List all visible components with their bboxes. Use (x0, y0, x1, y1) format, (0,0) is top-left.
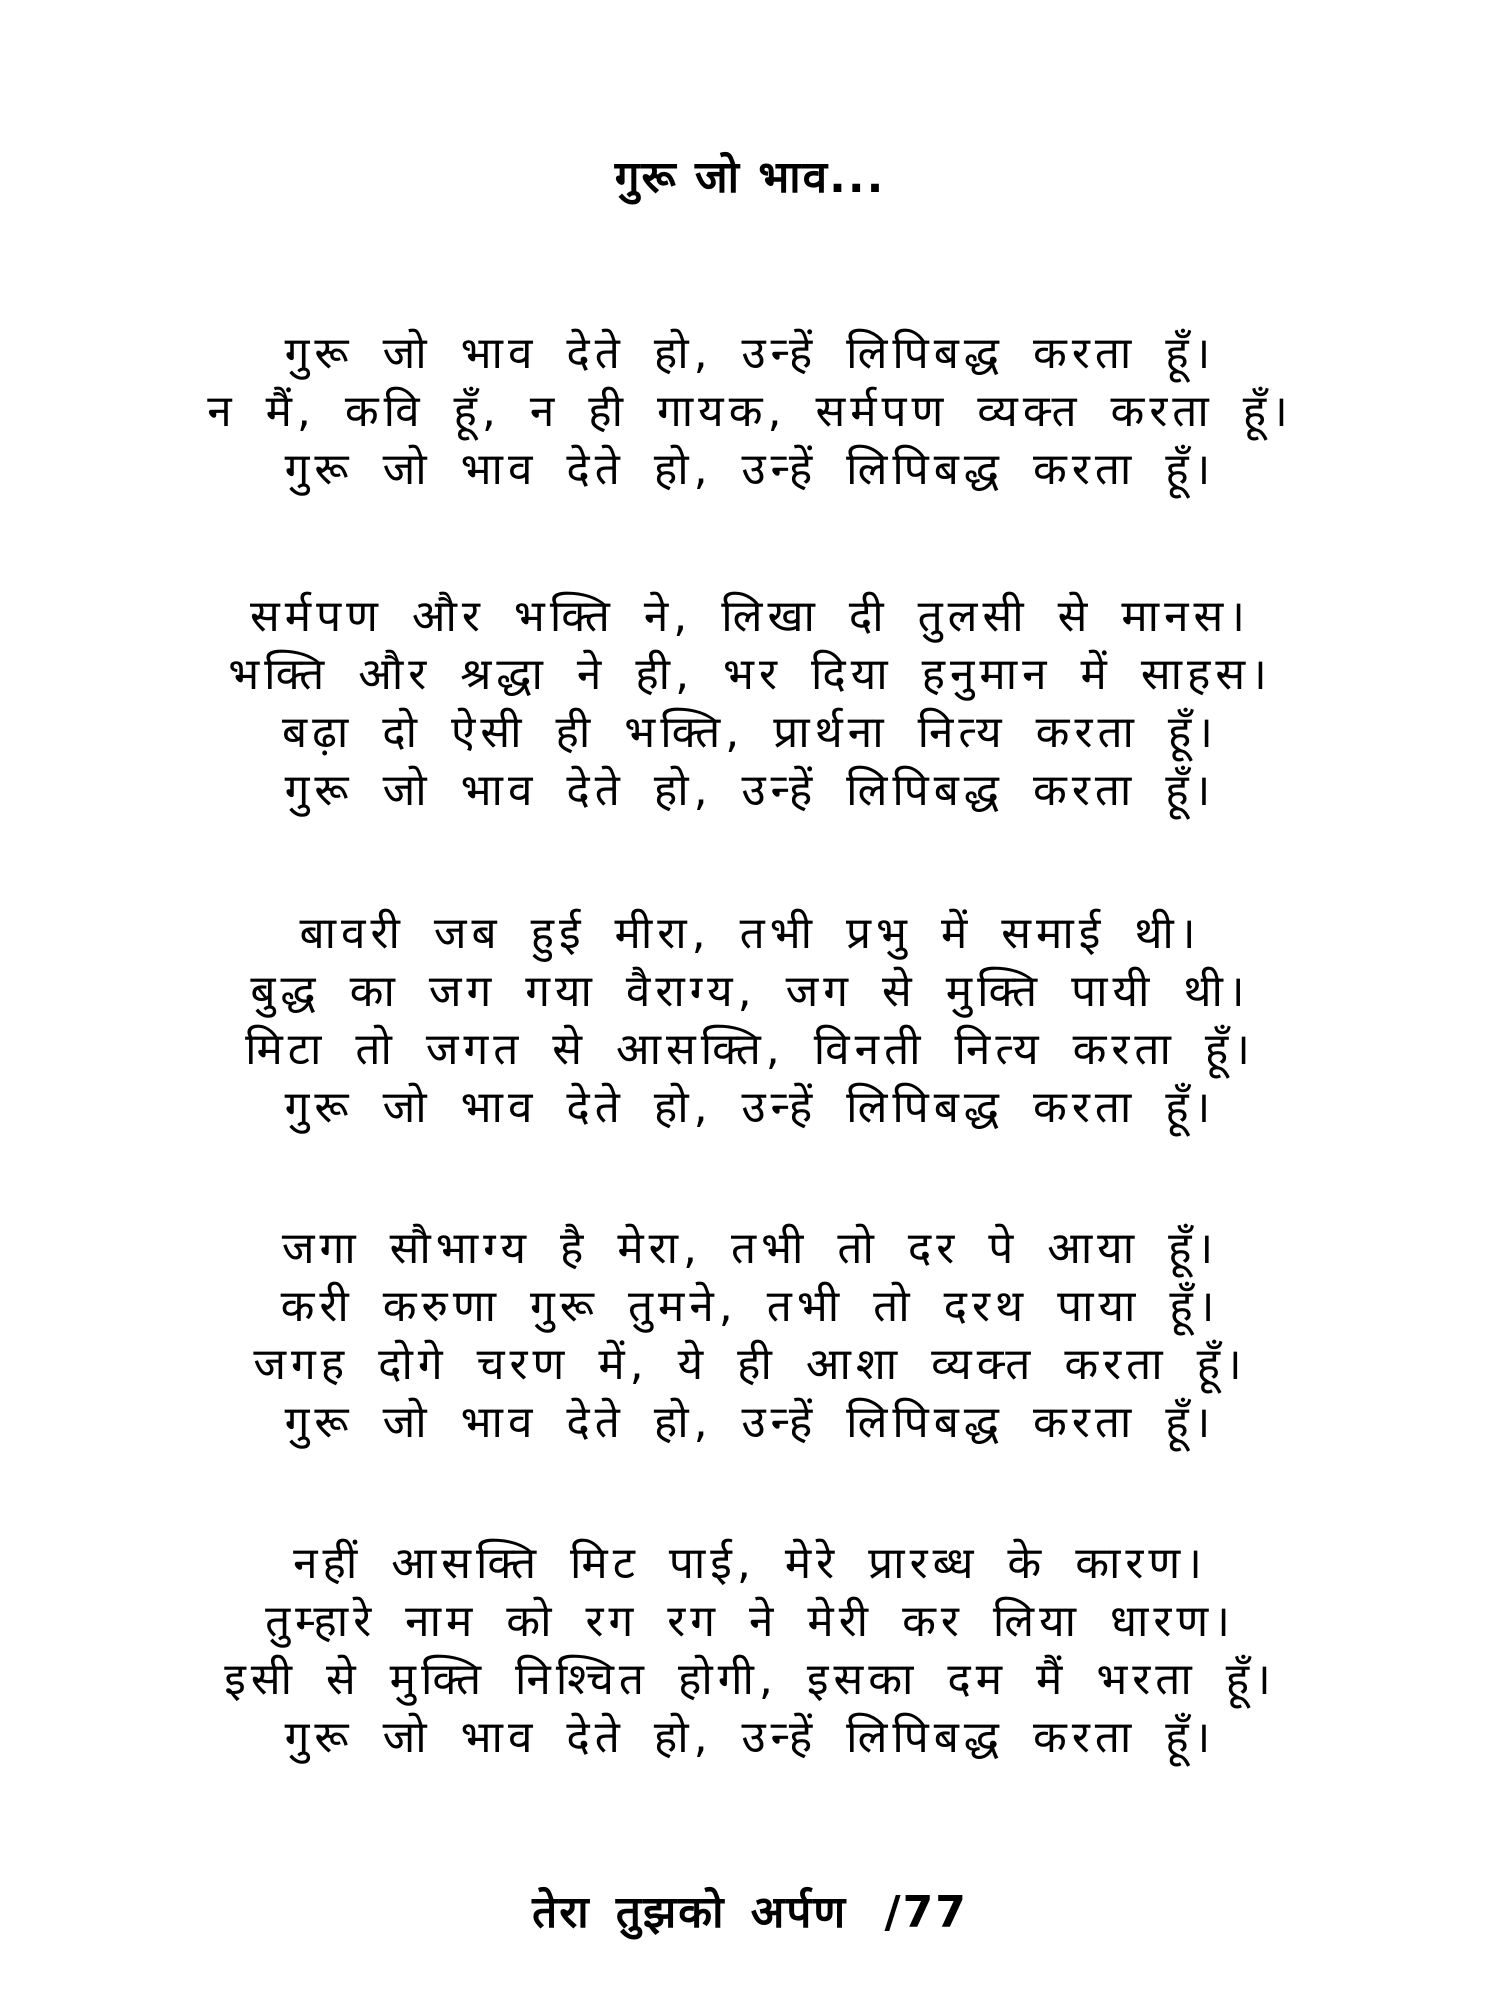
stanza-line: तुम्हारे नाम को रग रग ने मेरी कर लिया धारण। (265, 1596, 1235, 1647)
stanza-line: इसी से मुक्ति निश्चित होगी, इसका दम मैं भरता हूँ। (224, 1654, 1276, 1705)
stanza-line: जगह दोगे चरण में, ये ही आशा व्यक्त करता हूँ। (253, 1339, 1247, 1390)
stanza-2 (70, 588, 1430, 820)
stanza-line: गुरू जो भाव देते हो, उन्हें लिपिबद्ध करता हूँ। (284, 1397, 1216, 1448)
stanza-line: गुरू जो भाव देते हो, उन्हें लिपिबद्ध करता हूँ। (284, 765, 1216, 816)
stanza-line: करी करुणा गुरू तुमने, तभी तो दरथ पाया हूँ। (280, 1281, 1220, 1332)
stanza-line: गुरू जो भाव देते हो, उन्हें लिपिबद्ध करता हूँ। (284, 328, 1216, 379)
poem-title: गुरू जो भाव... (614, 152, 886, 203)
stanza-4 (70, 1220, 1430, 1452)
stanza-1 (70, 325, 1430, 499)
stanza-line: मिटा तो जगत से आसक्ति, विनती नित्य करता हूँ। (245, 1024, 1255, 1075)
stanza-line: गुरू जो भाव देते हो, उन्हें लिपिबद्ध करता हूँ। (284, 444, 1216, 495)
page-number: /77 (884, 1887, 968, 1938)
stanza-3 (70, 905, 1430, 1137)
stanza-line: बढ़ा दो ऐसी ही भक्ति, प्रार्थना नित्य करता हूँ। (282, 707, 1218, 758)
stanza-line: गुरू जो भाव देते हो, उन्हें लिपिबद्ध करता हूँ। (284, 1082, 1216, 1133)
page-footer (0, 1880, 1500, 1940)
stanza-line: बावरी जब हुई मीरा, तभी प्रभु में समाई थी। (299, 908, 1201, 959)
stanza-line: सर्मपण और भक्ति ने, लिखा दी तुलसी से मानस। (250, 591, 1250, 642)
book-title: तेरा तुझको अर्पण (532, 1887, 848, 1938)
stanza-line: नहीं आसक्ति मिट पाई, मेरे प्रारब्ध के कारण। (293, 1538, 1207, 1589)
stanza-line: जगा सौभाग्य है मेरा, तभी तो दर पे आया हूँ। (281, 1223, 1219, 1274)
stanza-line: बुद्ध का जग गया वैराग्य, जग से मुक्ति पायी थी। (250, 966, 1250, 1017)
stanza-line: भक्ति और श्रद्धा ने ही, भर दिया हनुमान में साहस। (228, 649, 1272, 700)
stanza-5 (70, 1535, 1430, 1767)
stanza-line: न मैं, कवि हूँ, न ही गायक, सर्मपण व्यक्त करता हूँ। (207, 386, 1293, 437)
stanza-line: गुरू जो भाव देते हो, उन्हें लिपिबद्ध करता हूँ। (284, 1712, 1216, 1763)
